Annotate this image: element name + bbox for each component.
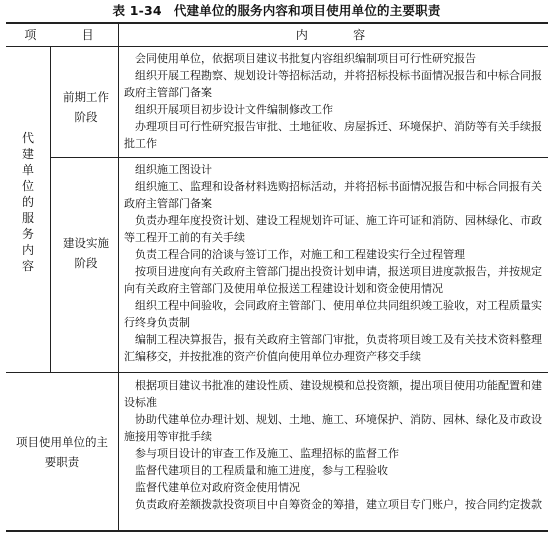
table-number: 表 1-34 [112, 3, 162, 18]
phase2-items [124, 161, 544, 365]
header-bottom-rule [6, 46, 548, 47]
column-divider-sub [50, 47, 51, 373]
list-item: 监督代建单位对政府资金使用情况 [135, 481, 300, 494]
list-item: 编制工程决算报告，报有关政府主管部门审批，负责将项目竣工及有关技术资料整理汇编移交，并按批准的资产价值向使用单位办理资产移交手续 [124, 333, 542, 363]
table-caption [0, 2, 553, 20]
table-bottom-rule [6, 530, 548, 532]
list-item: 会同使用单位，依据项目建议书批复内容组织编制项目可行性研究报告 [135, 52, 476, 65]
table-title: 代建单位的服务内容和项目使用单位的主要职责 [173, 3, 441, 18]
column-divider-main [118, 22, 119, 532]
list-item: 组织工程中间验收，会同政府主管部门、使用单位共同组织竣工验收，对工程质量实行终身负责制 [124, 299, 542, 329]
list-item: 负责工程合同的洽谈与签订工作，对施工和工程建设实行全过程管理 [135, 248, 465, 261]
list-item: 根据项目建议书批准的建设性质、建设规模和总投资额，提出项目使用功能配置和建设标准 [124, 379, 542, 409]
list-item: 组织施工、监理和设备材料选购招标活动，并将招标书面情况报告和中标合同报有关政府主管部门备案 [124, 180, 542, 210]
header-project: 项 目 [24, 28, 100, 42]
list-item: 参与项目设计的审查工作及施工、监理招标的监督工作 [135, 447, 399, 460]
list-item: 协助代建单位办理计划、规划、土地、施工、环境保护、消防、园林、绿化及市政设施接用等审批手续 [124, 413, 542, 443]
list-item: 负责政府差额拨款投资项目中自筹资金的筹措，建立项目专门账户，按合同约定拨款 [135, 498, 542, 511]
list-item: 监督代建项目的工程质量和施工进度，参与工程验收 [135, 464, 388, 477]
user-section-label: 项目使用单位的主要职责 [16, 435, 108, 469]
phase1-label: 前期工作阶段 [63, 90, 109, 124]
user-items [124, 377, 544, 513]
list-item: 办理项目可行性研究报告审批、土地征收、房屋拆迁、环境保护、消防等有关手续报批工作 [124, 120, 542, 150]
list-item: 按项目进度向有关政府主管部门提出投资计划申请，报送项目进度款报告，并按规定向有关政府主管部门及使用单位报送工程建设计划和资金使用情况 [124, 265, 542, 295]
phase2-label: 建设实施阶段 [63, 236, 109, 270]
list-item: 组织施工图设计 [135, 163, 212, 176]
section-divider-rule [6, 372, 548, 373]
header-content: 内 容 [295, 28, 372, 42]
list-item: 组织开展项目初步设计文件编制修改工作 [135, 103, 333, 116]
phase-divider-rule [50, 157, 548, 158]
phase1-items [124, 50, 544, 152]
list-item: 负责办理年度投资计划、建设工程规划许可证、施工许可证和消防、园林绿化、市政等工程开工前的有关手续 [124, 214, 542, 244]
list-item: 组织开展工程勘察、规划设计等招标活动，并将招标投标书面情况报告和中标合同报政府主管部门备案 [124, 69, 542, 99]
builder-section-label: 代建单位的服务内容 [21, 131, 34, 273]
